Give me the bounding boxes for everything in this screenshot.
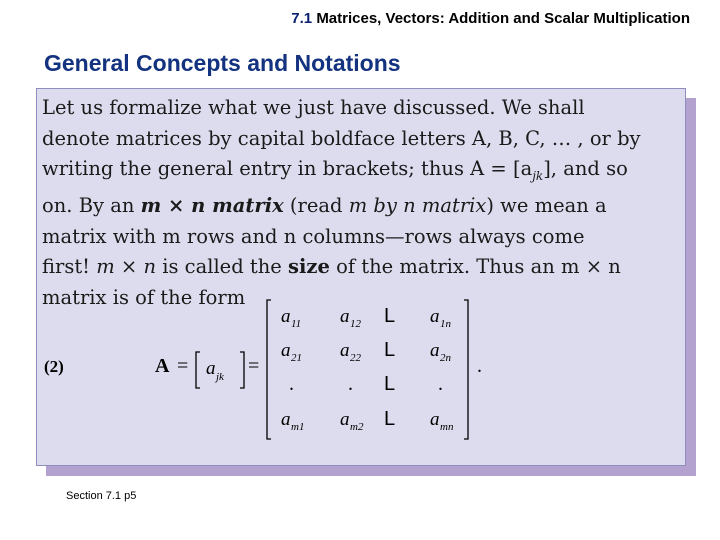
matrix-cell-r4-c1: a xyxy=(281,409,291,430)
trailing-period: . xyxy=(477,355,482,377)
equals-sign-1: = xyxy=(177,355,189,377)
matrix-cell-r4-c3: L xyxy=(384,408,396,430)
matrix-cell-r2-c3: L xyxy=(384,339,396,361)
matrix-cell-sub-r4-c1: m1 xyxy=(291,421,305,433)
matrix-cell-r2-c4: a xyxy=(430,340,440,361)
para-line-4-b: (read xyxy=(283,194,349,218)
matrix-cell-r3-c1: . xyxy=(289,373,294,395)
para-line-7: matrix is of the form xyxy=(42,285,246,309)
para-line-4-c: ) we mean a xyxy=(486,194,607,218)
matrix-equation xyxy=(150,292,490,442)
definition-paragraph xyxy=(42,93,692,313)
para-line-1: Let us formalize what we just have discussed. We shall xyxy=(42,96,585,119)
matrix-cell-sub-r1-c4: 1n xyxy=(440,318,451,330)
matrix-cell-sub-r1-c2: 12 xyxy=(350,318,361,330)
right-bracket-small xyxy=(240,352,244,388)
matrix-cell-sub-r2-c4: 2n xyxy=(440,352,451,364)
matrix-cell-r3-c4: . xyxy=(438,373,443,395)
para-line-5: matrix with m rows and n columns—rows always come xyxy=(42,224,585,248)
lhs-symbol: A xyxy=(155,355,170,377)
para-line-3-a: writing the general entry in brackets; thus A = [a xyxy=(42,157,533,180)
equation-label: (2) xyxy=(44,357,64,376)
matrix-cell-r3-c3: L xyxy=(384,373,396,395)
para-line-4-a: on. By an xyxy=(42,194,141,218)
para-line-4-bold: m × n matrix xyxy=(140,194,284,218)
matrix-cell-sub-r1-c1: 11 xyxy=(291,318,302,330)
section-title: Matrices, Vectors: Addition and Scalar Multiplication xyxy=(316,10,690,27)
para-line-6 xyxy=(42,252,692,283)
para-line-6-b: is called the xyxy=(156,255,289,279)
slide-footer: Section 7.1 p5 xyxy=(66,490,137,502)
slide-title: General Concepts and Notations xyxy=(44,50,401,76)
matrix-cell-r3-c2: . xyxy=(348,373,353,395)
matrix-cell-r1-c3: L xyxy=(384,305,396,327)
section-number: 7.1 xyxy=(291,10,313,27)
matrix-cells xyxy=(281,305,454,433)
para-line-6-bold: size xyxy=(288,255,330,279)
slide-header xyxy=(291,10,690,27)
para-line-3 xyxy=(42,154,692,191)
matrix-cell-sub-r2-c2: 22 xyxy=(350,352,361,364)
para-line-6-c: of the matrix. Thus an m × n xyxy=(329,255,621,279)
matrix-svg xyxy=(150,292,490,442)
matrix-cell-r4-c2: a xyxy=(340,409,350,430)
matrix-cell-r1-c2: a xyxy=(340,306,350,327)
general-entry-sub: jk xyxy=(216,371,224,383)
matrix-cell-r1-c1: a xyxy=(281,306,291,327)
matrix-cell-r1-c4: a xyxy=(430,306,440,327)
left-bracket-small xyxy=(196,352,200,388)
para-line-6-italic: m × n xyxy=(96,255,157,279)
matrix-cell-sub-r4-c2: m2 xyxy=(350,421,364,433)
para-line-3-b: ], and so xyxy=(543,157,628,180)
matrix-cell-r2-c1: a xyxy=(281,340,291,361)
right-bracket-big xyxy=(464,300,468,439)
matrix-cell-r2-c2: a xyxy=(340,340,350,361)
matrix-cell-r4-c4: a xyxy=(430,409,440,430)
left-bracket-big xyxy=(267,300,271,439)
para-line-6-a: first! xyxy=(42,255,97,279)
matrix-cell-sub-r4-c4: mn xyxy=(440,421,454,433)
para-line-2: denote matrices by capital boldface letters A, B, C, … , or by xyxy=(42,126,641,150)
general-entry: a xyxy=(206,358,216,379)
matrix-cell-sub-r2-c1: 21 xyxy=(291,352,302,364)
para-line-3-sub: jk xyxy=(532,168,544,183)
equals-sign-2: = xyxy=(248,355,260,377)
para-line-4 xyxy=(42,191,692,222)
para-line-4-italic: m by n matrix xyxy=(348,194,487,218)
